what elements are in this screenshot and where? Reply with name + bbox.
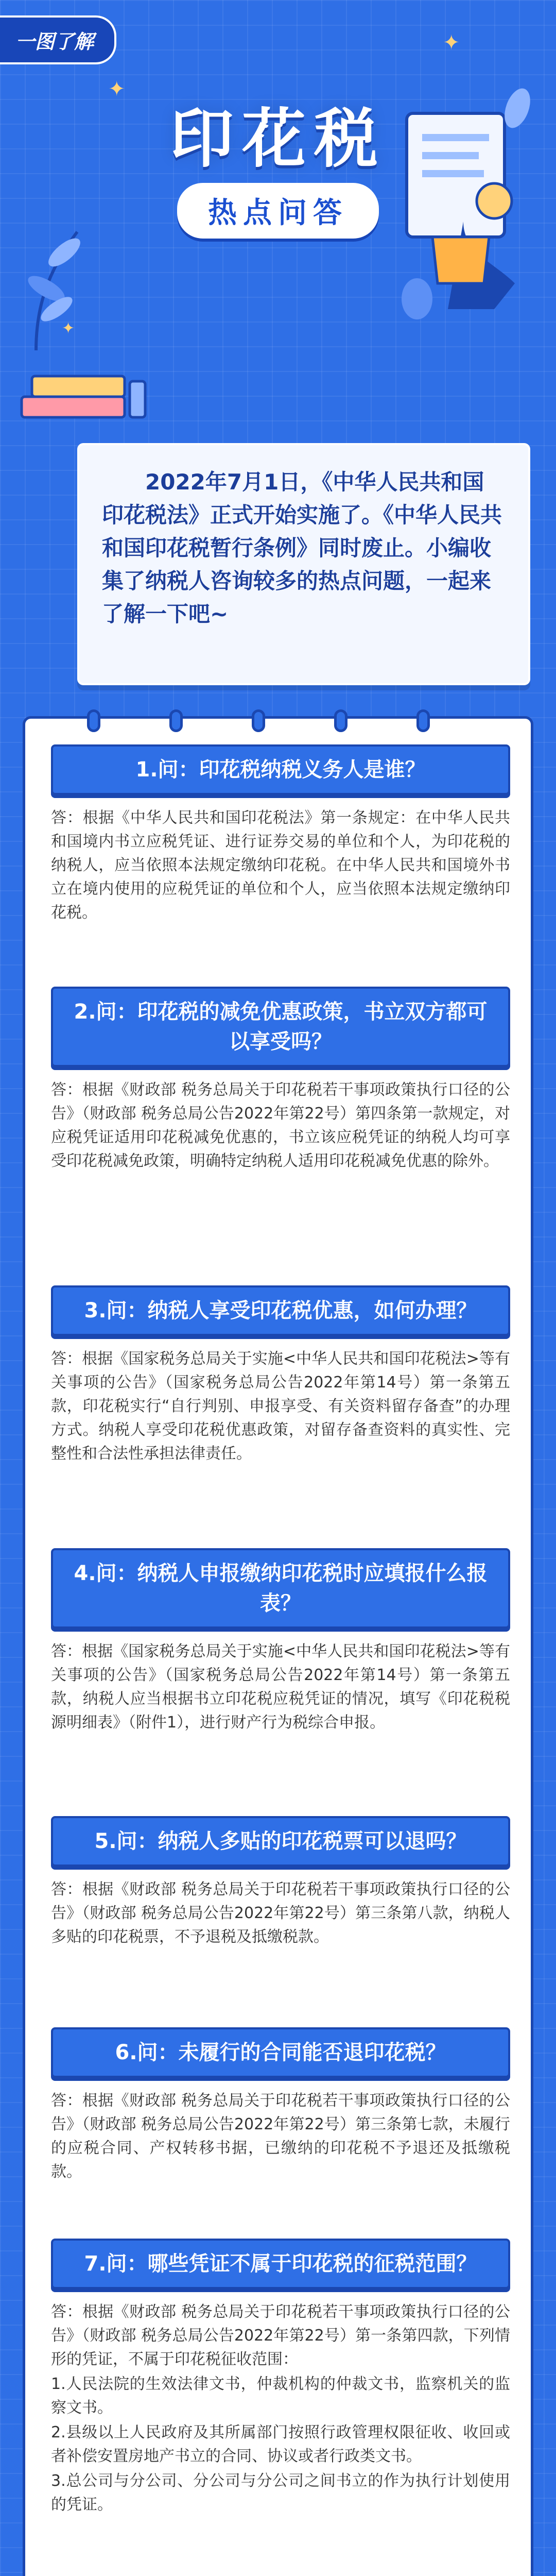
answer-2 (51, 1078, 510, 1173)
question-1: 1.问：印花税纳税义务人是谁？ (51, 744, 510, 795)
answer-7-para: 2.县级以上人民政府及其所属部门按照行政管理权限征收、收回或者补偿安置房地产书立的合同、协议或者行政类文书。 (51, 2424, 510, 2465)
binder-ring-icon (169, 709, 183, 732)
page-title: 印花税 (169, 102, 386, 176)
answer-7-para: 答：根据《财政部 税务总局关于印花税若干事项政策执行口径的公告》（财政部 税务总局公告2022年第22号）第一条第四款，下列情形的凭证，不属于印花税征收范围： (51, 2303, 510, 2368)
intro-text: 2022年7月1日，《中华人民共和国印花税法》正式开始实施了。《中华人民共和国印花税暂行条例》同时废止。小编收集了纳税人咨询较多的热点问题，一起来了解一下吧~ (102, 469, 502, 626)
leaf-decoration-icon (15, 222, 93, 355)
qa-panel (23, 716, 533, 2576)
sparkle-icon: ✦ (62, 319, 75, 337)
sparkle-icon: ✦ (443, 31, 460, 55)
answer-5-para: 答：根据《财政部 税务总局关于印花税若干事项政策执行口径的公告》（财政部 税务总局公告2022年第22号）第三条第八款，纳税人多贴的印花税票，不予退税及抵缴税款。 (51, 1880, 510, 1946)
question-6: 6.问：未履行的合同能否退印花税？ (51, 2027, 510, 2078)
qa-item-4 (51, 1548, 510, 1736)
qa-item-2 (51, 987, 510, 1174)
reading-person-icon (386, 67, 535, 325)
qa-item-6 (51, 2027, 510, 2185)
answer-1 (51, 806, 510, 925)
answer-4 (51, 1640, 510, 1735)
question-7: 7.问：哪些凭证不属于印花税的征税范围？ (51, 2239, 510, 2289)
page-subtitle: 热点问答 (177, 183, 379, 239)
books-stack-icon (11, 361, 155, 422)
qa-item-5 (51, 1816, 510, 1950)
answer-4-para: 答：根据《国家税务总局关于实施<中华人民共和国印花税法>等有关事项的公告》（国家税务总局公告2022年第14号）第一条第五款，纳税人应当根据书立印花税应税凭证的情况，填写《印花税税源明细表》（附件1），进行财产行为税综合申报。 (51, 1642, 510, 1732)
intro-card (77, 443, 530, 685)
answer-2-para: 答：根据《财政部 税务总局关于印花税若干事项政策执行口径的公告》（财政部 税务总局公告2022年第22号）第四条第一款规定，对应税凭证适用印花税减免优惠的，书立该应税凭证的纳税人均可享受印花税减免政策，明确特定纳税人适用印花税减免优惠的除外。 (51, 1081, 510, 1170)
question-5: 5.问：纳税人多贴的印花税票可以退吗？ (51, 1816, 510, 1867)
binder-ring-icon (334, 709, 348, 732)
binder-ring-icon (87, 709, 100, 732)
question-3: 3.问：纳税人享受印花税优惠，如何办理？ (51, 1285, 510, 1336)
answer-7-para: 1.人民法院的生效法律文书，仲裁机构的仲裁文书，监察机关的监察文书。 (51, 2375, 510, 2417)
answer-6 (51, 2089, 510, 2184)
question-2: 2.问：印花税的减免优惠政策，书立双方都可以享受吗？ (51, 987, 510, 1067)
qa-item-1 (51, 744, 510, 926)
qa-item-7 (51, 2239, 510, 2518)
binder-ring-icon (252, 709, 265, 732)
answer-1-para: 答：根据《中华人民共和国印花税法》第一条规定：在中华人民共和国境内书立应税凭证、进行证券交易的单位和个人，为印花税的纳税人，应当依照本法规定缴纳印花税。在中华人民共和国境外书立在境内使用的应税凭证的单位和个人，应当依照本法规定缴纳印花税。 (51, 809, 510, 922)
answer-5 (51, 1878, 510, 1949)
sparkle-icon: ✦ (108, 77, 126, 101)
qa-item-3 (51, 1285, 510, 1467)
answer-3 (51, 1347, 510, 1466)
header (0, 0, 556, 443)
question-4: 4.问：纳税人申报缴纳印花税时应填报什么报表？ (51, 1548, 510, 1629)
answer-6-para: 答：根据《财政部 税务总局关于印花税若干事项政策执行口径的公告》（财政部 税务总局公告2022年第22号）第三条第七款，未履行的应税合同、产权转移书据，已缴纳的印花税不予退还及抵缴税款。 (51, 2092, 510, 2181)
header-tag: 一图了解 (0, 15, 116, 64)
answer-7-para: 3.总公司与分公司、分公司与分公司之间书立的作为执行计划使用的凭证。 (51, 2472, 510, 2514)
answer-3-para: 答：根据《国家税务总局关于实施<中华人民共和国印花税法>等有关事项的公告》（国家税务总局公告2022年第14号）第一条第五款，印花税实行“自行判别、申报享受、有关资料留存备查”的办理方式。纳税人享受印花税优惠政策，对留存备查资料的真实性、完整性和合法性承担法律责任。 (51, 1350, 510, 1463)
answer-7 (51, 2300, 510, 2517)
binder-ring-icon (416, 709, 430, 732)
